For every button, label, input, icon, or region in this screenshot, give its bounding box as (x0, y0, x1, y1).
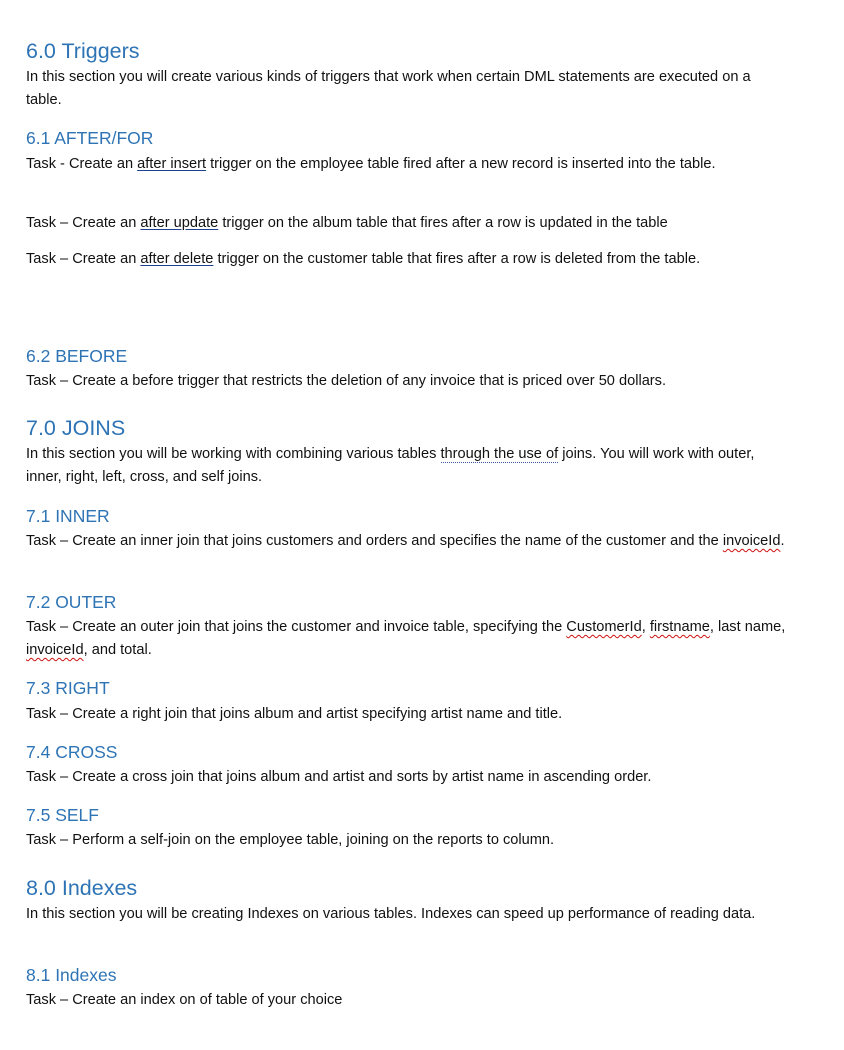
text: Task - Create an (26, 156, 138, 172)
heading-outer: 7.2 OUTER (26, 592, 117, 612)
text: trigger on the album table that fires after a row is updated in the table (218, 215, 668, 231)
spellcheck-word: invoiceId (26, 642, 84, 658)
indexes-intro: In this section you will be creating Indexes on various tables. Indexes can speed up performance of reading data. (26, 906, 756, 922)
spellcheck-word: firstname (649, 619, 710, 635)
text: . (780, 533, 785, 549)
task-cross-join: Task – Create a cross join that joins album and artist and sorts by artist name in ascending order. (26, 769, 652, 785)
heading-right: 7.3 RIGHT (26, 678, 110, 698)
text: , last name, (709, 619, 786, 635)
task-before-trigger: Task – Create a before trigger that restricts the deletion of any invoice that is priced over 50 dollars. (26, 373, 667, 389)
spellcheck-word: invoiceId (722, 533, 781, 549)
text: trigger on the customer table that fires after a row is deleted from the table. (213, 251, 701, 267)
text: trigger on the employee table fired after a new record is inserted into the table. (206, 156, 716, 172)
task-after-insert (26, 153, 786, 176)
text: Task – Create an outer join that joins the customer and invoice table, specifying the (26, 619, 567, 635)
task-outer-join (26, 616, 786, 662)
text: Task – Create an (26, 215, 141, 231)
text: , and total. (83, 642, 152, 658)
term-after-update: after update (140, 215, 219, 231)
text: , (641, 619, 650, 635)
heading-indexes: 8.0 Indexes (26, 876, 138, 900)
heading-indexes-sub: 8.1 Indexes (26, 965, 117, 985)
heading-inner: 7.1 INNER (26, 506, 110, 526)
task-after-delete (26, 248, 786, 271)
heading-triggers: 6.0 Triggers (26, 39, 140, 63)
task-after-update (26, 212, 786, 235)
term-after-insert: after insert (137, 156, 207, 172)
spellcheck-word: CustomerId (566, 619, 642, 635)
joins-intro (26, 443, 786, 489)
text: joins. You will work with outer, inner, right, left, cross, and self joins. (26, 446, 755, 485)
task-right-join: Task – Create a right join that joins album and artist specifying artist name and title. (26, 706, 563, 722)
heading-after-for: 6.1 AFTER/FOR (26, 128, 154, 148)
task-inner-join (26, 530, 786, 553)
heading-self: 7.5 SELF (26, 805, 99, 825)
text: Task – Create an (26, 251, 141, 267)
heading-joins: 7.0 JOINS (26, 416, 126, 440)
text: Task – Create an inner join that joins customers and orders and specifies the name of the customer and the (26, 533, 723, 549)
heading-cross: 7.4 CROSS (26, 742, 118, 762)
triggers-intro: In this section you will create various kinds of triggers that work when certain DML statements are executed on a table. (26, 69, 751, 108)
text: In this section you will be working with combining various tables (26, 446, 441, 462)
task-self-join: Task – Perform a self-join on the employee table, joining on the reports to column. (26, 832, 555, 848)
heading-before: 6.2 BEFORE (26, 346, 128, 366)
term-after-delete: after delete (140, 251, 214, 267)
dotted-phrase: through the use of (440, 446, 559, 462)
task-create-index: Task – Create an index on of table of your choice (26, 992, 343, 1008)
